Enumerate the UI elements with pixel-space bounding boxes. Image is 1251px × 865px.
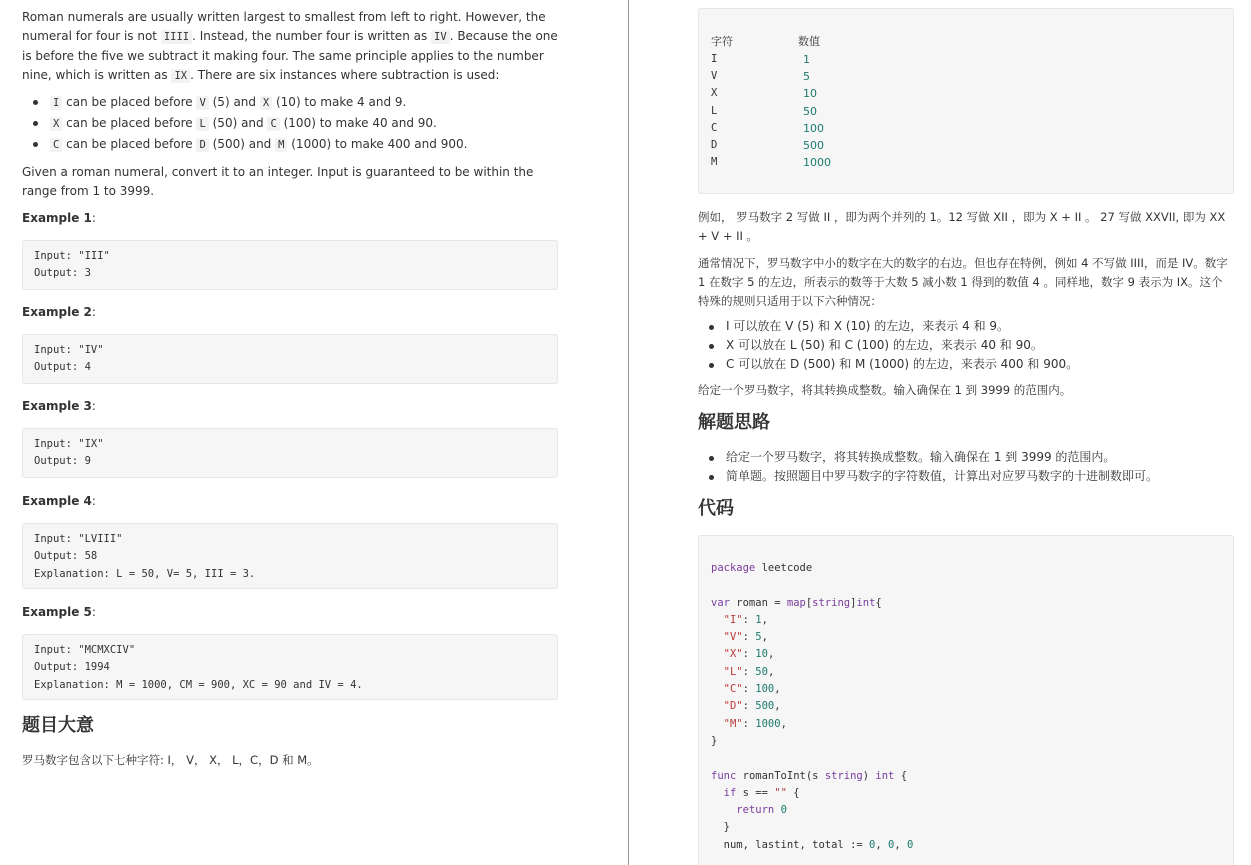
- inline-code: L: [196, 117, 208, 131]
- example-code-block: Input: "III" Output: 3: [22, 240, 558, 290]
- inline-code: M: [275, 138, 287, 152]
- code-line: "I": 1,: [723, 613, 768, 626]
- table-value-cell: 1000: [803, 156, 831, 170]
- inline-code: C: [267, 117, 279, 131]
- subtraction-rules-list: [22, 92, 558, 155]
- code-line: [711, 750, 913, 767]
- table-symbol-cell: L: [711, 104, 718, 117]
- rule-item: X can be placed before L (50) and C (100) to make 40 and 90.: [22, 113, 558, 134]
- rule-item: I can be placed before V (5) and X (10) to make 4 and 9.: [22, 92, 558, 113]
- table-symbol-cell: M: [711, 156, 718, 169]
- inline-code: V: [196, 96, 208, 110]
- inline-code: D: [196, 138, 208, 152]
- right-page: [698, 0, 1234, 865]
- cn-rule-paragraph: 通常情况下，罗马数字中小的数字在大的数字的右边。但也存在特例，例如 4 不写做 IIII，而是 IV。数字 1 在数字 5 的左边，所表示的数等于大数 5 减小数 1 得到的数值 4 。同样地，数字 9 表示为 IX。这个特殊的规则只适用于以下六种情况：: [698, 256, 1228, 308]
- example-title: Example 5:: [22, 605, 96, 619]
- code-line: if s == "" {: [723, 786, 800, 799]
- idea-item: 简单题。按照题目中罗马数字的字符数值，计算出对应罗马数字的十进制数即可。: [698, 467, 1234, 486]
- inline-code: X: [260, 96, 272, 110]
- example-code-block: Input: "MCMXCIV" Output: 1994 Explanation: M = 1000, CM = 900, XC = 90 and IV = 4.: [22, 634, 558, 700]
- code-line: return 0: [736, 804, 787, 817]
- idea-item: 给定一个罗马数字，将其转换成整数。输入确保在 1 到 3999 的范围内。: [698, 448, 1234, 467]
- code-line: "M": 1000,: [723, 717, 787, 730]
- table-value-cell: 500: [803, 139, 824, 152]
- inline-code: C: [50, 138, 62, 152]
- code-line: }: [711, 821, 730, 834]
- cn-task-paragraph: 给定一个罗马数字，将其转换成整数。输入确保在 1 到 3999 的范围内。: [698, 383, 1072, 397]
- example-title: Example 3:: [22, 399, 96, 413]
- page-divider: [628, 0, 629, 865]
- rule-item: C can be placed before D (500) and M (1000) to make 400 and 900.: [22, 134, 558, 155]
- cn-rule-item: X 可以放在 L (50) 和 C (100) 的左边，来表示 40 和 90。: [698, 336, 1234, 355]
- example-title: Example 1:: [22, 211, 96, 225]
- inline-code: X: [50, 117, 62, 131]
- symbol-value-table: [698, 8, 1234, 194]
- table-symbol-cell: D: [711, 139, 718, 151]
- code-line: "L": 50,: [723, 665, 775, 678]
- example-title: Example 4:: [22, 494, 96, 508]
- code-line: }: [711, 734, 718, 747]
- table-value-cell: 10: [803, 87, 817, 101]
- cn-example-paragraph: 例如， 罗马数字 2 写做 II ，即为两个并列的 1。12 写做 XII ，即为 X + II 。 27 写做 XXVII, 即为 XX + V + II 。: [698, 210, 1226, 243]
- inline-code: I: [50, 96, 62, 110]
- code-line: package leetcode: [711, 562, 813, 574]
- example-code-block: Input: "IV" Output: 4: [22, 334, 558, 384]
- table-header-value: 数值: [798, 35, 820, 48]
- inline-code: IIII: [161, 30, 192, 44]
- code-line: "V": 5,: [723, 631, 768, 644]
- example-code-block: Input: "IX" Output: 9: [22, 428, 558, 478]
- inline-code: IV: [431, 30, 450, 44]
- code-line: "C": 100,: [723, 683, 781, 696]
- table-value-cell: 1: [803, 53, 810, 66]
- inline-code: IX: [171, 69, 190, 83]
- cn-rules-list: [698, 317, 1234, 374]
- idea-list: [698, 448, 1234, 486]
- table-header-symbol: 字符: [711, 35, 733, 48]
- table-value-cell: 100: [803, 121, 824, 135]
- task-paragraph: Given a roman numeral, convert it to an integer. Input is guaranteed to be within the range from 1 to 3999.: [22, 165, 534, 198]
- table-value-cell: 5: [803, 70, 810, 84]
- table-symbol-cell: X: [711, 87, 718, 100]
- table-symbol-cell: V: [711, 70, 718, 83]
- table-symbol-cell: C: [711, 121, 718, 134]
- code-line: var roman = map[string]int{: [711, 596, 882, 609]
- cn-rule-item: I 可以放在 V (5) 和 X (10) 的左边，来表示 4 和 9。: [698, 317, 1234, 336]
- code-line: func romanToInt(s string) int {: [711, 769, 908, 782]
- example-title: Example 2:: [22, 305, 96, 319]
- cn-rule-item: C 可以放在 D (500) 和 M (1000) 的左边，来表示 400 和 900。: [698, 355, 1234, 374]
- heading-problem-summary: 题目大意: [22, 715, 94, 736]
- roman-chars-line: 罗马数字包含以下七种字符: I， V， X， L，C，D 和 M。: [22, 753, 319, 767]
- code-line: "D": 500,: [723, 700, 781, 713]
- code-line: "X": 10,: [723, 648, 775, 661]
- code-line: num, lastint, total := 0, 0, 0: [711, 838, 914, 851]
- code-line: [711, 577, 913, 594]
- example-code-block: Input: "LVIII" Output: 58 Explanation: L = 50, V= 5, III = 3.: [22, 523, 558, 589]
- code-block: [698, 535, 1234, 865]
- table-symbol-cell: I: [711, 53, 718, 65]
- intro-paragraph: Roman numerals are usually written largest to smallest from left to right. However, the numeral for four is not IIII . Instead, the number four is written as IV . Because the one is before the five we subtract it making four. The same principle applies to the number nine, which is written as IX . There are six instances where subtraction is used:: [22, 10, 558, 82]
- heading-code: 代码: [698, 498, 734, 519]
- left-page: [22, 0, 558, 865]
- heading-solution-idea: 解题思路: [698, 412, 770, 433]
- table-value-cell: 50: [803, 104, 817, 118]
